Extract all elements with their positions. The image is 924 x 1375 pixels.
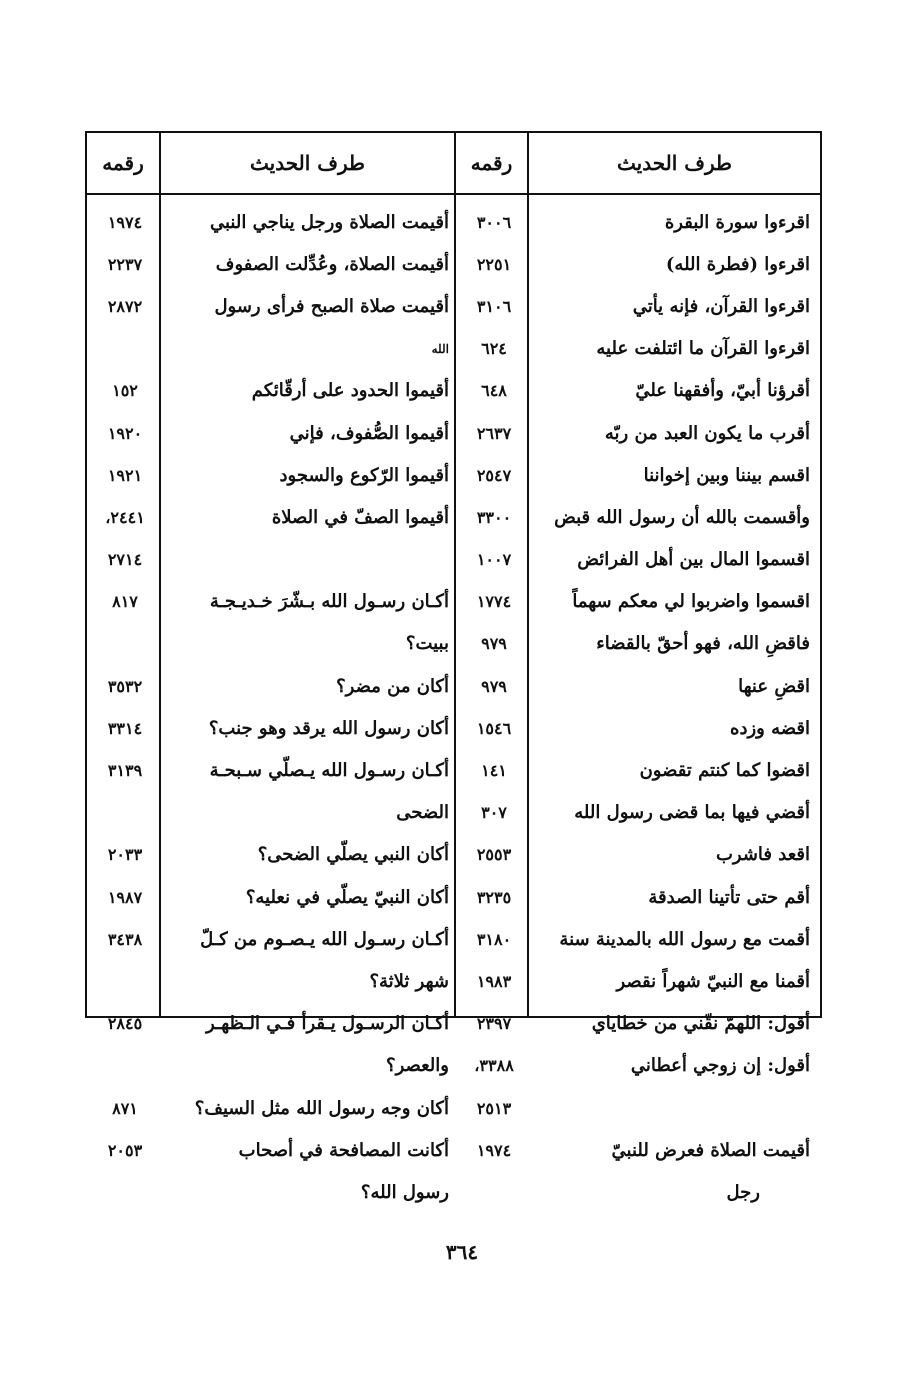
hadith-number-left: ٢٢٣٧ bbox=[107, 254, 143, 274]
hadith-text-right: اقسم بيننا وبين إخواننا bbox=[643, 464, 810, 486]
hadith-number-left: ١٩٨٧ bbox=[107, 887, 143, 907]
hadith-number-right: ١٧٧٤ bbox=[476, 592, 512, 612]
table-row bbox=[87, 834, 820, 876]
table-row bbox=[87, 623, 820, 665]
hadith-text-right: اقرءوا القرآن، فإنه يأتي bbox=[632, 295, 810, 317]
hadith-text-right: اقضه وزده bbox=[730, 717, 810, 739]
hadith-text-left: أكان من مضر؟ bbox=[336, 675, 449, 697]
header-num-left: رقمه bbox=[102, 151, 144, 175]
table-row bbox=[87, 539, 820, 581]
hadith-text-right: أقيمت الصلاة فعرض للنبيّ bbox=[611, 1139, 810, 1161]
hadith-number-left: ٣٣١٤ bbox=[107, 718, 143, 738]
hadith-text-right: أقمنا مع النبيّ شهراً نقصر bbox=[616, 970, 810, 992]
table-row bbox=[87, 876, 820, 918]
hadith-text-left: أكـان رسـول الله بـشّرَ خـديـجـة bbox=[209, 591, 449, 613]
hadith-text-left: ببيت؟ bbox=[405, 633, 449, 655]
hadith-text-right bbox=[535, 1087, 810, 1129]
hadith-number-left bbox=[91, 960, 159, 1002]
header-text-right: طرف الحديث bbox=[617, 151, 732, 175]
hadith-text-left bbox=[169, 539, 449, 581]
hadith-text-right: رجل bbox=[726, 1181, 760, 1203]
hadith-number-left: ٨٧١ bbox=[112, 1098, 138, 1118]
table-row bbox=[87, 1045, 820, 1087]
hadith-number-right: ٣١٠٦ bbox=[476, 296, 512, 316]
hadith-number-left bbox=[91, 1045, 159, 1087]
hadith-number-left bbox=[91, 623, 159, 665]
hadith-number-left bbox=[91, 792, 159, 834]
hadith-number-right: ١٥٤٦ bbox=[476, 718, 512, 738]
page-number: ٣٦٤ bbox=[445, 1240, 479, 1264]
table-row bbox=[87, 412, 820, 454]
hadith-text-right: أقرب ما يكون العبد من ربّه bbox=[604, 422, 810, 444]
hadith-number-left: ١٩٢١ bbox=[107, 465, 143, 485]
hadith-number-right: ٢٥٤٧ bbox=[476, 465, 512, 485]
hadith-text-left: أقيموا الحدود على أرقّائكم bbox=[251, 380, 449, 402]
hadith-text-right: أقول: إن زوجي أعطاني bbox=[630, 1055, 810, 1077]
table-row bbox=[87, 496, 820, 538]
hadith-text-left: أكان وجه رسول الله مثل السيف؟ bbox=[194, 1097, 449, 1119]
hadith-number-left: ٨١٧ bbox=[112, 592, 138, 612]
hadith-text-left: أقيموا الرّكوع والسجود bbox=[279, 464, 449, 486]
hadith-text-right: اقضوا كما كنتم تقضون bbox=[639, 760, 810, 782]
hadith-text-left: والعصر؟ bbox=[386, 1055, 449, 1077]
hadith-number-left bbox=[91, 328, 159, 370]
hadith-text-left: أكان النبي يصلّي الضحى؟ bbox=[257, 844, 449, 866]
hadith-text-left: أكان النبيّ يصلّي في نعليه؟ bbox=[245, 886, 449, 908]
hadith-number-right: ٣٠٧ bbox=[481, 803, 507, 823]
hadith-text-right: اقرءوا (فطرة الله) bbox=[665, 253, 810, 275]
table-row bbox=[87, 370, 820, 412]
hadith-text-right: أقرؤنا أبيّ، وأفقهنا عليّ bbox=[635, 380, 810, 402]
table-row bbox=[87, 749, 820, 791]
hadith-number-right: ٣١٨٠ bbox=[476, 929, 512, 949]
hadith-number-right: ٢٢٥١ bbox=[476, 254, 512, 274]
hadith-text-left: الله bbox=[431, 341, 449, 356]
hadith-text-left: أكان رسول الله يرقد وهو جنب؟ bbox=[208, 717, 449, 739]
table-row bbox=[87, 454, 820, 496]
hadith-number-right: ٦٤٨ bbox=[481, 381, 507, 401]
hadith-number-right: ٣٣٨٨، bbox=[474, 1056, 514, 1076]
hadith-text-right: اقعد فاشرب bbox=[715, 844, 810, 866]
hadith-text-right: اقسموا واضربوا لي معكم سهماً bbox=[572, 591, 810, 613]
hadith-text-left: الضحى bbox=[396, 802, 449, 824]
header-num-right: رقمه bbox=[470, 151, 513, 175]
hadith-number-right: ١٠٠٧ bbox=[476, 550, 512, 570]
table-row bbox=[87, 1003, 820, 1045]
hadith-number-left: ٢٧١٤ bbox=[107, 550, 143, 570]
hadith-text-right: أقضي فيها بما قضى رسول الله bbox=[574, 802, 810, 824]
hadith-number-right: ٢٥١٣ bbox=[476, 1098, 512, 1118]
hadith-number-right: ٩٧٩ bbox=[481, 676, 507, 696]
table-row bbox=[87, 707, 820, 749]
hadith-text-left: شهر ثلاثة؟ bbox=[369, 970, 449, 992]
hadith-text-right: أقم حتى تأتينا الصدقة bbox=[648, 886, 810, 908]
header-text-left: طرف الحديث bbox=[250, 151, 365, 175]
table-row bbox=[87, 328, 820, 370]
hadith-number-left: ١٩٢٠ bbox=[107, 423, 143, 443]
hadith-text-right: اقسموا المال بين أهل الفرائض bbox=[577, 549, 810, 571]
hadith-number-right: ٣٣٠٠ bbox=[476, 507, 512, 527]
table-row bbox=[87, 243, 820, 285]
hadith-text-right: وأقسمت بالله أن رسول الله قبض bbox=[554, 506, 810, 528]
hadith-number-left: ١٩٧٤ bbox=[107, 212, 143, 232]
table-body bbox=[87, 201, 820, 1214]
table-row bbox=[87, 1087, 820, 1129]
table-row bbox=[87, 1129, 820, 1171]
table-row bbox=[87, 918, 820, 960]
hadith-text-left: أكانت المصافحة في أصحاب bbox=[238, 1139, 449, 1161]
hadith-number-right: ١٤١ bbox=[481, 761, 507, 781]
hadith-text-left: رسول الله؟ bbox=[360, 1181, 449, 1203]
table-row bbox=[87, 201, 820, 243]
table-row bbox=[87, 960, 820, 1002]
hadith-number-left: ٢٤٤١، bbox=[105, 507, 145, 527]
hadith-text-right: اقرءوا سورة البقرة bbox=[664, 211, 810, 233]
hadith-text-left: أكـان الرسـول يـقرأ فـي الـظهـر bbox=[206, 1013, 449, 1035]
hadith-text-left: أقيمت الصلاة، وعُدِّلت الصفوف bbox=[215, 253, 449, 275]
hadith-text-left: أكـان رسـول الله يـصـوم من كـلّ bbox=[200, 928, 449, 950]
hadith-text-left: أقيموا الصفّ في الصلاة bbox=[271, 506, 449, 528]
hadith-number-left: ٢٠٥٣ bbox=[107, 1140, 143, 1160]
table-row bbox=[87, 285, 820, 327]
hadith-text-right: أقول: اللهمّ نقّني من خطاياي bbox=[591, 1013, 810, 1035]
hadith-text-left: أقيموا الصُّفوف، فإني bbox=[289, 422, 449, 444]
hadith-number-left bbox=[91, 1171, 159, 1213]
hadith-number-right: ٣٠٠٦ bbox=[476, 212, 512, 232]
hadith-number-right: ٢٦٣٧ bbox=[476, 423, 512, 443]
hadith-number-right: ١٩٧٤ bbox=[476, 1140, 512, 1160]
hadith-number-left: ٢٠٣٣ bbox=[107, 845, 143, 865]
hadith-text-right: أقمت مع رسول الله بالمدينة سنة bbox=[559, 928, 810, 950]
hadith-number-right: ٣٢٣٥ bbox=[476, 887, 512, 907]
hadith-index-table bbox=[85, 131, 822, 1203]
hadith-number-right: ٢٣٩٧ bbox=[476, 1014, 512, 1034]
hadith-text-right: اقرءوا القرآن ما ائتلفت عليه bbox=[596, 338, 810, 360]
hadith-number-right: ٦٢٤ bbox=[481, 339, 507, 359]
table-row bbox=[87, 665, 820, 707]
hadith-number-right: ٢٥٥٣ bbox=[476, 845, 512, 865]
table-row bbox=[87, 1171, 820, 1213]
hadith-text-left: أقيمت الصلاة ورجل يناجي النبي bbox=[209, 211, 449, 233]
hadith-number-right: ٩٧٩ bbox=[481, 634, 507, 654]
hadith-text-left: أكـان رسـول الله يـصلّي سـبحـة bbox=[209, 760, 449, 782]
hadith-number-left: ٢٨٧٢ bbox=[107, 296, 143, 316]
hadith-number-left: ٣٥٣٢ bbox=[107, 676, 143, 696]
table-row bbox=[87, 792, 820, 834]
hadith-number-left: ٣١٣٩ bbox=[107, 761, 143, 781]
hadith-number-left: ١٥٢ bbox=[112, 381, 138, 401]
hadith-number-left: ٢٨٤٥ bbox=[107, 1014, 143, 1034]
hadith-number-left: ٣٤٣٨ bbox=[107, 929, 143, 949]
table-row bbox=[87, 581, 820, 623]
hadith-text-right: فاقضِ الله، فهو أحقّ بالقضاء bbox=[596, 633, 810, 655]
hadith-text-left: أقيمت صلاة الصبح فرأى رسول bbox=[214, 295, 449, 317]
hadith-text-right: اقضِ عنها bbox=[738, 675, 810, 697]
hadith-number-right: ١٩٨٣ bbox=[476, 971, 512, 991]
header-divider bbox=[87, 193, 820, 195]
